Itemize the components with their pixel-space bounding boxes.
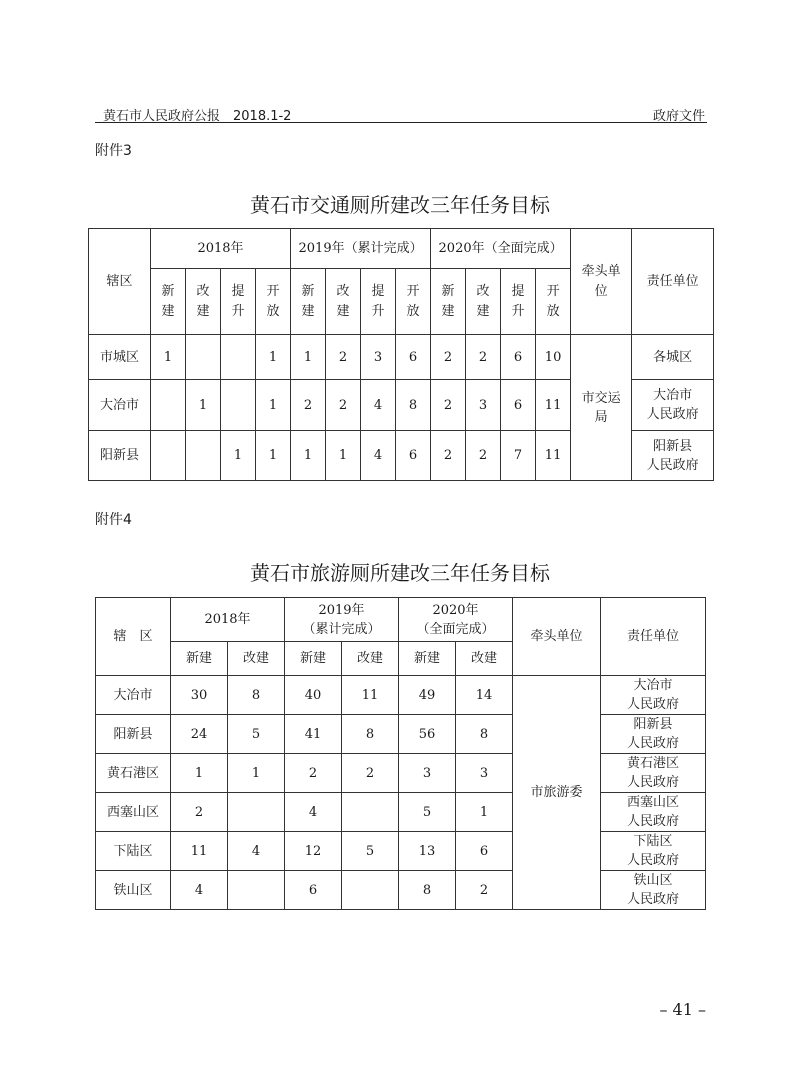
year-2019-header: 2019年 （累计完成）: [285, 598, 399, 642]
value-cell: 2: [342, 754, 399, 793]
value-cell: [221, 380, 256, 431]
value-cell: 6: [396, 431, 431, 481]
sub-header-new: 新建: [285, 642, 342, 676]
annex-4-label: 附件4: [95, 512, 132, 528]
value-cell: 4: [285, 793, 342, 832]
traffic-toilet-table: [88, 228, 714, 481]
value-cell: 3: [456, 754, 513, 793]
value-cell: [151, 431, 186, 481]
sub-header-open: 开 放: [536, 269, 571, 335]
section-label: 政府文件: [652, 109, 705, 124]
table-row: [96, 793, 706, 832]
district-header: 辖区: [89, 229, 151, 335]
value-cell: 2: [456, 871, 513, 910]
value-cell: [228, 793, 285, 832]
value-cell: 1: [151, 335, 186, 380]
value-cell: 8: [456, 715, 513, 754]
value-cell: 49: [399, 676, 456, 715]
sub-header-new: 新建: [171, 642, 228, 676]
value-cell: 1: [221, 431, 256, 481]
sub-header-open: 开 放: [396, 269, 431, 335]
value-cell: 6: [501, 335, 536, 380]
value-cell: 1: [256, 431, 291, 481]
sub-header-rebuild: 改建: [342, 642, 399, 676]
value-cell: 1: [456, 793, 513, 832]
sub-header-upgrade: 提 升: [501, 269, 536, 335]
tourism-toilet-table: [95, 597, 706, 910]
header-divider: [95, 122, 707, 123]
value-cell: 8: [342, 715, 399, 754]
value-cell: 1: [171, 754, 228, 793]
annex-4-title: 黄石市旅游厕所建改三年任务目标: [250, 561, 550, 585]
value-cell: 1: [291, 431, 326, 481]
responsible-unit-cell: 下陆区 人民政府: [601, 832, 706, 871]
value-cell: 4: [361, 431, 396, 481]
responsible-unit-header: 责任单位: [632, 229, 714, 335]
sub-header-new: 新 建: [291, 269, 326, 335]
district-cell: 市城区: [89, 335, 151, 380]
sub-header-rebuild: 改 建: [326, 269, 361, 335]
value-cell: 12: [285, 832, 342, 871]
sub-header-rebuild: 改 建: [186, 269, 221, 335]
value-cell: 1: [256, 335, 291, 380]
value-cell: [151, 380, 186, 431]
value-cell: 1: [256, 380, 291, 431]
value-cell: [186, 431, 221, 481]
sub-header-new: 新建: [399, 642, 456, 676]
page-number: – 41 –: [659, 1000, 706, 1019]
value-cell: 1: [186, 380, 221, 431]
value-cell: 7: [501, 431, 536, 481]
district-cell: 阳新县: [96, 715, 171, 754]
responsible-unit-cell: 铁山区 人民政府: [601, 871, 706, 910]
sub-header-new: 新 建: [431, 269, 466, 335]
value-cell: 3: [361, 335, 396, 380]
value-cell: 56: [399, 715, 456, 754]
lead-unit-header: 牵头单位: [513, 598, 601, 676]
table-row: [96, 832, 706, 871]
value-cell: 2: [431, 380, 466, 431]
value-cell: 3: [399, 754, 456, 793]
sub-header-open: 开 放: [256, 269, 291, 335]
value-cell: 2: [285, 754, 342, 793]
value-cell: 5: [399, 793, 456, 832]
responsible-unit-cell: 各城区: [632, 335, 714, 380]
district-cell: 铁山区: [96, 871, 171, 910]
value-cell: 2: [291, 380, 326, 431]
value-cell: 11: [536, 431, 571, 481]
value-cell: 5: [342, 832, 399, 871]
value-cell: 4: [171, 871, 228, 910]
value-cell: 1: [326, 431, 361, 481]
value-cell: 11: [342, 676, 399, 715]
sub-header-new: 新 建: [151, 269, 186, 335]
sub-header-rebuild: 改建: [456, 642, 513, 676]
value-cell: 6: [285, 871, 342, 910]
district-cell: 阳新县: [89, 431, 151, 481]
district-cell: 大冶市: [89, 380, 151, 431]
value-cell: 4: [361, 380, 396, 431]
annex-3-label: 附件3: [95, 143, 132, 159]
value-cell: 6: [501, 380, 536, 431]
value-cell: 6: [396, 335, 431, 380]
sub-header-rebuild: 改建: [228, 642, 285, 676]
value-cell: 41: [285, 715, 342, 754]
value-cell: 8: [399, 871, 456, 910]
lead-unit-header: 牵头单 位: [571, 229, 632, 335]
value-cell: 11: [171, 832, 228, 871]
responsible-unit-header: 责任单位: [601, 598, 706, 676]
value-cell: 2: [171, 793, 228, 832]
responsible-unit-cell: 大冶市 人民政府: [632, 380, 714, 431]
table-row: [96, 676, 706, 715]
lead-unit-cell: 市交运 局: [571, 335, 632, 481]
value-cell: 1: [228, 754, 285, 793]
table-row: [96, 871, 706, 910]
year-2018-header: 2018年: [151, 229, 291, 269]
value-cell: 24: [171, 715, 228, 754]
value-cell: 6: [456, 832, 513, 871]
value-cell: [228, 871, 285, 910]
value-cell: 10: [536, 335, 571, 380]
table-row: [96, 754, 706, 793]
district-cell: 黄石港区: [96, 754, 171, 793]
value-cell: 1: [291, 335, 326, 380]
value-cell: [342, 793, 399, 832]
responsible-unit-cell: 阳新县 人民政府: [632, 431, 714, 481]
lead-unit-cell: 市旅游委: [513, 676, 601, 910]
value-cell: 4: [228, 832, 285, 871]
table-row: [89, 335, 714, 380]
year-2018-header: 2018年: [171, 598, 285, 642]
value-cell: [221, 335, 256, 380]
sub-header-rebuild: 改 建: [466, 269, 501, 335]
responsible-unit-cell: 阳新县 人民政府: [601, 715, 706, 754]
page-header: [95, 101, 707, 123]
year-2020-header: 2020年（全面完成）: [431, 229, 571, 269]
value-cell: 2: [326, 380, 361, 431]
year-2019-header: 2019年（累计完成）: [291, 229, 431, 269]
value-cell: 2: [466, 431, 501, 481]
district-cell: 西塞山区: [96, 793, 171, 832]
district-cell: 大冶市: [96, 676, 171, 715]
value-cell: 11: [536, 380, 571, 431]
district-cell: 下陆区: [96, 832, 171, 871]
value-cell: 2: [466, 335, 501, 380]
district-header: 辖 区: [96, 598, 171, 676]
value-cell: 2: [326, 335, 361, 380]
responsible-unit-cell: 黄石港区 人民政府: [601, 754, 706, 793]
gazette-title: 黄石市人民政府公报 2018.1-2: [103, 109, 292, 124]
responsible-unit-cell: 大冶市 人民政府: [601, 676, 706, 715]
value-cell: 40: [285, 676, 342, 715]
value-cell: 8: [228, 676, 285, 715]
responsible-unit-cell: 西塞山区 人民政府: [601, 793, 706, 832]
year-2020-header: 2020年 （全面完成）: [399, 598, 513, 642]
sub-header-upgrade: 提 升: [221, 269, 256, 335]
value-cell: 13: [399, 832, 456, 871]
sub-header-upgrade: 提 升: [361, 269, 396, 335]
value-cell: 2: [431, 431, 466, 481]
value-cell: 2: [431, 335, 466, 380]
value-cell: 5: [228, 715, 285, 754]
value-cell: 8: [396, 380, 431, 431]
table-row: [96, 715, 706, 754]
value-cell: 30: [171, 676, 228, 715]
value-cell: [342, 871, 399, 910]
value-cell: [186, 335, 221, 380]
annex-3-title: 黄石市交通厕所建改三年任务目标: [250, 193, 550, 217]
value-cell: 14: [456, 676, 513, 715]
value-cell: 3: [466, 380, 501, 431]
